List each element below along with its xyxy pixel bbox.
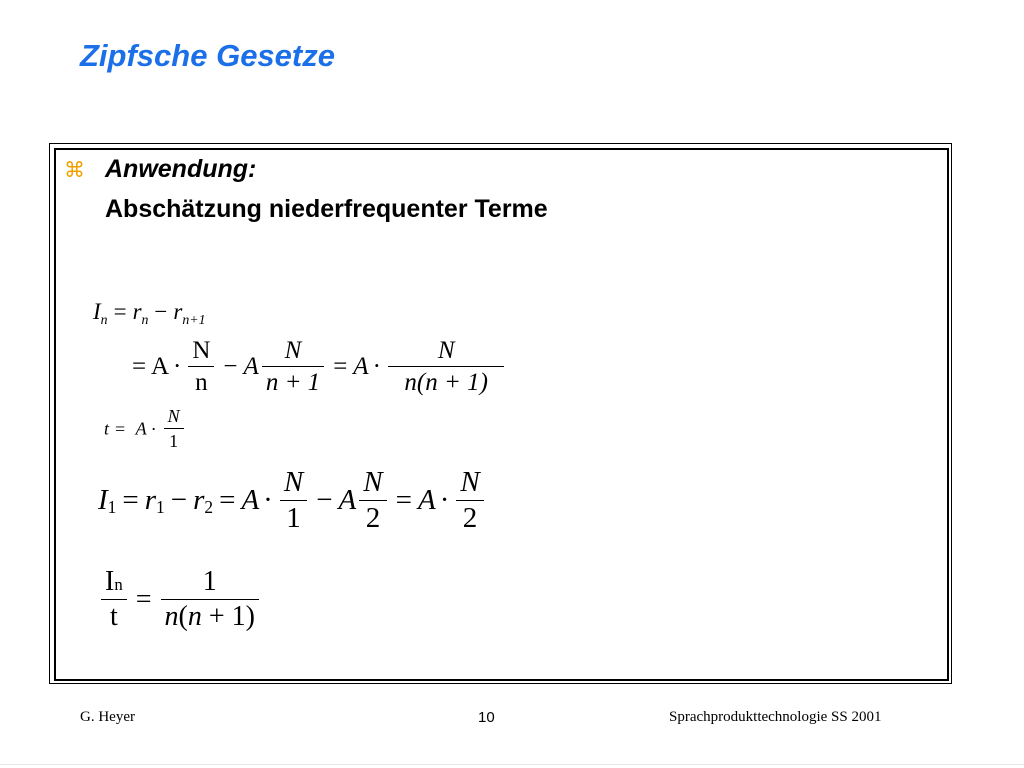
bottom-divider bbox=[0, 764, 1024, 765]
slide-title: Zipfsche Gesetze bbox=[80, 38, 335, 73]
footer-page-number: 10 bbox=[478, 709, 495, 726]
footer-author: G. Heyer bbox=[80, 709, 135, 725]
formula-line-2: = A · $\frac{N}{n}$ − A $\frac{N}{n + 1}$ = A · $\frac{N}{n(n + 1)}$ bbox=[132, 338, 507, 395]
footer-course: Sprachprodukttechnologie SS 2001 bbox=[669, 709, 882, 725]
formula-line-1: $I_n = r_n - r_{n+1}$ bbox=[93, 299, 206, 327]
bullet-icon: ⌘ bbox=[64, 158, 85, 182]
subheading: Abschätzung niederfrequenter Terme bbox=[105, 195, 548, 223]
formula-line-5: $\frac{In}{t}$ = $\frac{1}{n(n + 1)}$ bbox=[98, 568, 262, 631]
heading-anwendung: Anwendung: bbox=[105, 155, 257, 183]
formula-line-3: t = A · $\frac{N}{1}$ bbox=[104, 407, 187, 450]
formula-line-4: $I_1 = r_1 - r_2 = A$ · $\frac{N}{1}$ − A $\frac{N}{2}$ = A · $\frac{N}{2}$ bbox=[98, 468, 487, 533]
